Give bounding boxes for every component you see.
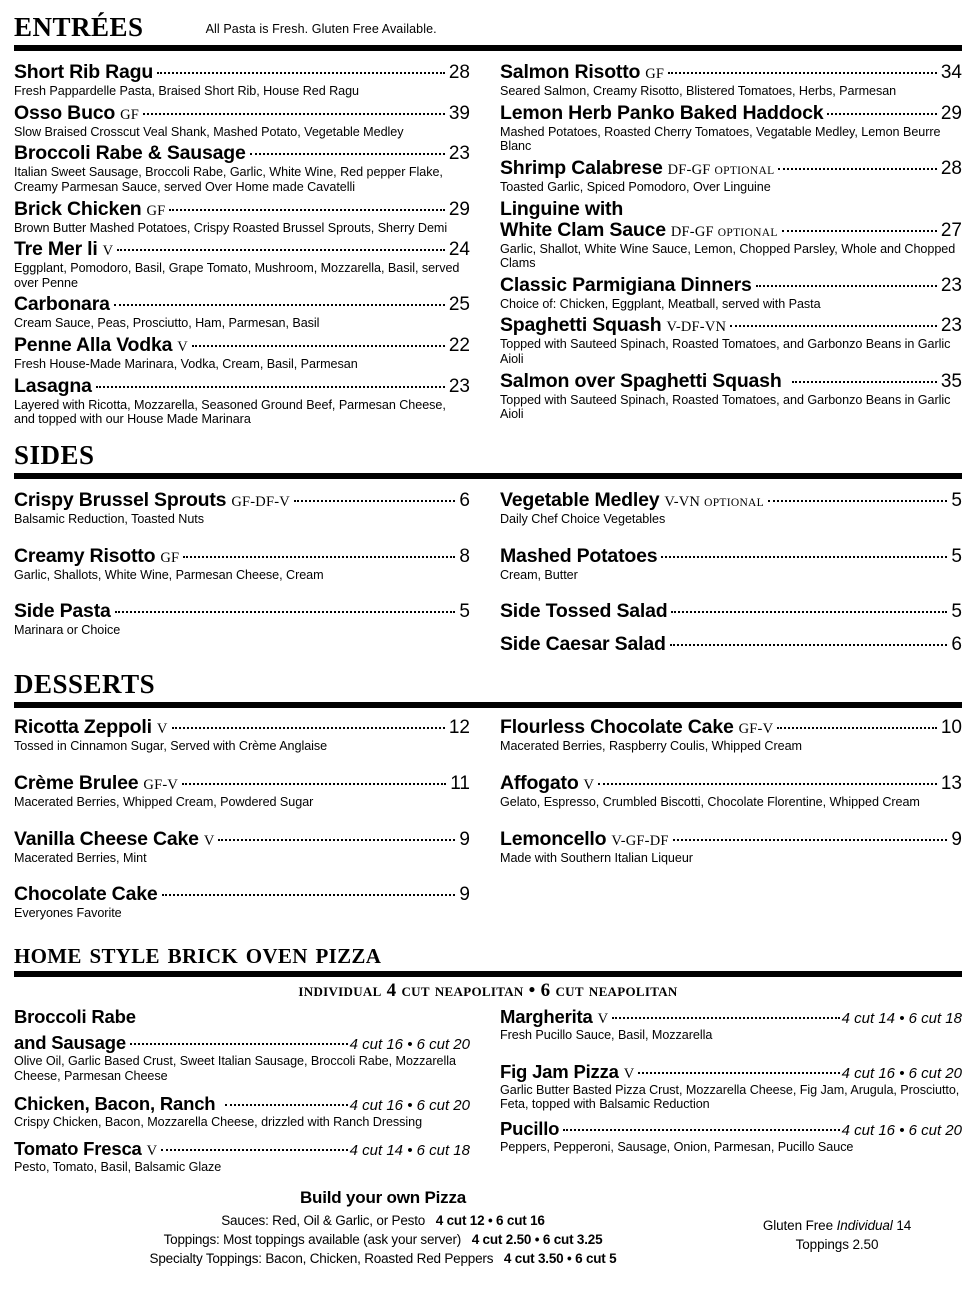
item-description: Mashed Potatoes, Roasted Cherry Tomatoes, Vegatable Medley, Lemon Beurre Blanc (500, 124, 941, 154)
desserts-title: desserts (14, 660, 156, 703)
byo-row-price: 4 cut 2.50 • 6 cut 3.25 (471, 1231, 603, 1247)
menu-item[interactable] (14, 198, 470, 236)
build-your-own-pizza-block (14, 1188, 712, 1268)
menu-item[interactable] (500, 102, 962, 154)
byo-row (54, 1249, 712, 1268)
item-description: Balsamic Reduction, Toasted Nuts (14, 512, 204, 526)
menu-item[interactable] (500, 716, 962, 754)
entrees-note: All Pasta is Fresh. Gluten Free Available. (205, 22, 437, 37)
menu-item[interactable] (500, 600, 962, 623)
byo-row (54, 1211, 712, 1230)
item-name: Lemoncello (500, 827, 607, 850)
menu-item[interactable] (14, 600, 470, 638)
item-name: Vegetable Medley (500, 489, 660, 511)
item-description: Eggplant, Pomodoro, Basil, Grape Tomato, Mushroom, Mozzarella, Basil, served over Penne (14, 261, 460, 290)
item-price: 29 (448, 198, 470, 220)
leader-dots (182, 783, 446, 785)
menu-item[interactable] (14, 238, 470, 290)
gluten-free-block (712, 1188, 962, 1255)
leader-dots (162, 894, 456, 896)
item-price: 4 cut 14 • 6 cut 18 (841, 1010, 962, 1028)
footer (0, 1178, 976, 1268)
item-name: Lasagna (14, 374, 92, 397)
item-description: Slow Braised Crosscut Veal Shank, Mashed Potato, Vegetable Medley (14, 124, 404, 139)
item-description: Toasted Garlic, Spiced Pomodoro, Over Linguine (500, 180, 771, 195)
leader-dots (777, 727, 937, 729)
leader-dots (756, 285, 937, 287)
menu-item[interactable] (14, 61, 470, 99)
leader-dots (161, 1149, 347, 1151)
item-price: 23 (940, 315, 962, 337)
diet-tag: V (102, 243, 114, 260)
byo-row-price: 4 cut 3.50 • 6 cut 5 (503, 1250, 617, 1266)
menu-item[interactable] (500, 198, 962, 271)
pizza-section-header (0, 924, 976, 970)
leader-dots (671, 611, 947, 613)
leader-dots (117, 249, 445, 251)
item-description: Brown Butter Mashed Potatoes, Crispy Roasted Brussel Sprouts, Sherry Demi (14, 220, 448, 235)
desserts-section-header (0, 659, 976, 703)
gluten-free-toppings: Toppings 2.50 (795, 1237, 879, 1253)
item-name: Salmon over Spaghetti Squash (500, 369, 782, 392)
leader-dots (670, 644, 948, 646)
pizza-columns (0, 1004, 976, 1177)
item-name: Side Caesar Salad (500, 633, 666, 656)
menu-item[interactable] (500, 370, 962, 422)
menu-item[interactable] (500, 1006, 962, 1043)
item-name: Creamy Risotto (14, 544, 156, 567)
diet-tag-optional: OPTIONAL (714, 165, 775, 178)
byo-title: Build your own Pizza (299, 1187, 466, 1207)
menu-item[interactable] (500, 61, 962, 99)
diet-tag: V (156, 721, 168, 738)
entrees-columns (0, 51, 976, 430)
gluten-free-label: Gluten Free (762, 1217, 833, 1233)
item-name: Lemon Herb Panko Baked Haddock (500, 101, 824, 124)
item-name: Tre Mer li (14, 238, 98, 261)
diet-tag: GF (120, 106, 140, 123)
item-price: 25 (448, 294, 470, 316)
diet-tag-optional: OPTIONAL (717, 226, 778, 239)
menu-item[interactable] (500, 1118, 962, 1155)
diet-tag-optional: OPTIONAL (704, 497, 764, 509)
diet-tag: GF (146, 202, 166, 219)
diet-tag: DF-GF (670, 223, 714, 240)
item-name: Spaghetti Squash (500, 314, 662, 337)
menu-item[interactable] (14, 102, 470, 140)
desserts-right-column (488, 716, 962, 923)
item-price: 27 (940, 219, 962, 241)
item-name: Side Pasta (14, 600, 111, 623)
leader-dots (792, 381, 937, 383)
diet-tag: GF-DF-V (231, 494, 290, 510)
entrees-right-column (488, 61, 962, 430)
pizza-title: home style brick oven pizza (14, 936, 382, 970)
leader-dots (157, 72, 445, 74)
item-description: Macerated Berries, Whipped Cream, Powdered Sugar (14, 795, 314, 810)
menu-item[interactable] (14, 545, 470, 583)
byo-row-label: Toppings: Most toppings available (ask your server) (163, 1231, 462, 1247)
diet-tag: V (597, 1011, 609, 1028)
item-price: 34 (940, 62, 962, 84)
diet-tag: V (203, 832, 215, 849)
leader-dots (114, 304, 445, 306)
item-description: Macerated Berries, Mint (14, 850, 147, 865)
item-name: Fig Jam Pizza (500, 1060, 619, 1082)
item-price: 4 cut 14 • 6 cut 18 (349, 1142, 470, 1160)
menu-item[interactable] (14, 375, 470, 427)
entrees-left-column (14, 61, 488, 430)
menu-item[interactable] (500, 828, 962, 866)
menu-item[interactable] (14, 142, 470, 194)
pizza-divider (14, 971, 962, 977)
leader-dots (96, 386, 445, 388)
menu-item[interactable] (500, 772, 962, 810)
menu-item[interactable] (14, 334, 470, 372)
menu-item[interactable] (500, 314, 962, 366)
item-price: 39 (448, 102, 470, 124)
item-price: 23 (448, 375, 470, 397)
item-description: Fresh Pappardelle Pasta, Braised Short Rib, House Red Ragu (14, 84, 360, 99)
item-name: Affogato (500, 772, 579, 795)
item-name: Ricotta Zeppoli (14, 716, 152, 739)
menu-item[interactable] (14, 489, 470, 527)
item-description: Seared Salmon, Creamy Risotto, Blistered Tomatoes, Herbs, Parmesan (500, 84, 897, 99)
diet-tag: V (583, 777, 595, 794)
item-price: 28 (940, 158, 962, 180)
menu-item[interactable] (14, 828, 470, 866)
item-price: 5 (951, 545, 962, 567)
item-description: Macerated Berries, Raspberry Coulis, Whipped Cream (500, 739, 802, 754)
item-name: Chocolate Cake (14, 883, 158, 906)
item-name: Shrimp Calabrese (500, 157, 663, 180)
diet-tag: GF (645, 66, 665, 83)
leader-dots (598, 783, 937, 785)
item-price: 35 (940, 370, 962, 392)
item-name: Side Tossed Salad (500, 600, 668, 623)
leader-dots (768, 500, 947, 502)
item-price: 10 (940, 717, 962, 739)
leader-dots (169, 209, 444, 211)
menu-item[interactable] (14, 1138, 470, 1175)
desserts-left-column (14, 716, 488, 923)
item-price: 4 cut 16 • 6 cut 20 (349, 1097, 470, 1115)
item-name: Short Rib Ragu (14, 61, 154, 84)
diet-tag: GF-V (738, 721, 774, 738)
leader-dots (730, 325, 937, 327)
item-name: Osso Buco (14, 101, 116, 124)
item-description: Marinara or Choice (14, 623, 121, 638)
pizza-subtitle: individual 4 cut neapolitan • 6 cut neapolitan (298, 980, 678, 1002)
menu-item[interactable] (14, 883, 470, 921)
item-description: Italian Sweet Sausage, Broccoli Rabe, Garlic, White Wine, Red pepper Flake, Creamy Parmesan Sauce, served Over Home made Cavatelli (14, 165, 443, 195)
item-price: 13 (940, 773, 962, 795)
leader-dots (778, 168, 936, 170)
item-name: Salmon Risotto (500, 61, 641, 84)
item-description: Tossed in Cinnamon Sugar, Served with Crème Anglaise (14, 739, 328, 754)
diet-tag: V-VN (664, 494, 701, 510)
item-price: 5 (951, 490, 962, 511)
sides-title: sides (14, 430, 95, 473)
diet-tag: GF-V (143, 777, 179, 794)
item-name: Flourless Chocolate Cake (500, 716, 734, 739)
item-name: White Clam Sauce (500, 218, 666, 241)
leader-dots (250, 153, 445, 155)
leader-dots (782, 230, 937, 232)
item-name: Penne Alla Vodka (14, 333, 173, 356)
item-description: Everyones Favorite (14, 906, 122, 921)
item-name: Pucillo (500, 1118, 560, 1140)
leader-dots (673, 839, 948, 841)
sides-columns (0, 479, 976, 659)
item-price: 8 (459, 545, 470, 567)
leader-dots (183, 556, 455, 558)
menu-item[interactable] (14, 1093, 470, 1130)
item-name: Crème Brulee (14, 772, 139, 795)
byo-row-label: Specialty Toppings: Bacon, Chicken, Roasted Red Peppers (149, 1250, 494, 1266)
item-price: 9 (459, 828, 470, 850)
leader-dots (638, 1072, 839, 1074)
item-price: 28 (448, 62, 470, 84)
menu-item[interactable] (500, 274, 962, 312)
item-price: 5 (459, 601, 470, 623)
item-description: Gelato, Espresso, Crumbled Biscotti, Chocolate Florentine, Whipped Cream (500, 795, 920, 810)
item-price: 23 (940, 274, 962, 296)
sides-section-header (0, 430, 976, 471)
diet-tag: DF-GF (667, 162, 711, 179)
item-price: 4 cut 16 • 6 cut 20 (841, 1122, 962, 1140)
diet-tag: V (146, 1143, 158, 1160)
item-description: Peppers, Pepperoni, Sausage, Onion, Parmesan, Pucillo Sauce (500, 1140, 854, 1155)
item-description: Choice of: Chicken, Eggplant, Meatball, served with Pasta (500, 296, 821, 311)
item-price: 5 (951, 601, 962, 623)
item-description: Pesto, Tomato, Basil, Balsamic Glaze (14, 1160, 222, 1175)
leader-dots (225, 1104, 347, 1106)
gluten-free-size: Individual (836, 1217, 893, 1233)
item-description: Garlic, Shallot, White Wine Sauce, Lemon, Chopped Parsley, Whole and Chopped Clams (500, 241, 956, 271)
menu-item[interactable] (500, 1061, 962, 1112)
item-name: and Sausage (14, 1032, 126, 1054)
item-price: 9 (459, 884, 470, 906)
item-name: Mashed Potatoes (500, 544, 658, 567)
pizza-right-column (488, 1006, 962, 1177)
item-name: Margherita (500, 1006, 593, 1028)
item-price: 4 cut 16 • 6 cut 20 (841, 1064, 962, 1082)
gluten-free-line (712, 1216, 962, 1236)
menu-item[interactable] (500, 157, 962, 195)
leader-dots (172, 727, 445, 729)
item-price: 12 (448, 717, 470, 739)
item-description: Fresh Pucillo Sauce, Basil, Mozzarella (500, 1028, 713, 1043)
desserts-columns (0, 708, 976, 923)
byo-row-label: Sauces: Red, Oil & Garlic, or Pesto (221, 1212, 426, 1228)
leader-dots (143, 113, 445, 115)
menu-item[interactable] (14, 716, 470, 754)
item-name: Vanilla Cheese Cake (14, 827, 199, 850)
menu-item[interactable] (14, 772, 470, 810)
item-name: Brick Chicken (14, 197, 142, 220)
item-description: Daily Chef Choice Vegetables (500, 512, 666, 526)
leader-dots (130, 1043, 348, 1045)
item-description: Garlic, Shallots, White Wine, Parmesan Cheese, Cream (14, 567, 324, 582)
item-name-prefix: Broccoli Rabe (14, 1006, 136, 1028)
sides-left-column (14, 489, 488, 659)
diet-tag: V-GF-DF (611, 832, 669, 849)
menu-item[interactable] (14, 1006, 470, 1083)
menu-item[interactable] (14, 293, 470, 331)
diet-tag: V-DF-VN (666, 319, 727, 336)
item-price: 9 (951, 828, 962, 850)
item-price: 29 (940, 102, 962, 124)
item-description: Garlic Butter Basted Pizza Crust, Mozzarella Cheese, Fig Jam, Arugula, Prosciutto, Feta, topped with Balsamic Reduction (500, 1082, 960, 1112)
entrees-title: entrées (14, 3, 144, 45)
item-name-prefix: Linguine with (500, 197, 624, 220)
leader-dots (827, 113, 936, 115)
item-price: 6 (459, 490, 470, 511)
gluten-free-price: 14 (896, 1217, 912, 1233)
item-name: Broccoli Rabe & Sausage (14, 142, 246, 165)
item-name: Crispy Brussel Sprouts (14, 489, 227, 511)
menu-item[interactable] (500, 489, 962, 527)
sides-right-column (488, 489, 962, 659)
item-price: 24 (448, 239, 470, 261)
item-name: Tomato Fresca (14, 1138, 142, 1160)
leader-dots (612, 1017, 839, 1019)
leader-dots (218, 839, 455, 841)
item-name: Classic Parmigiana Dinners (500, 273, 752, 296)
diet-tag: GF (160, 549, 180, 566)
diet-tag: V (623, 1065, 635, 1082)
item-description: Crispy Chicken, Bacon, Mozzarella Cheese, drizzled with Ranch Dressing (14, 1115, 423, 1130)
item-name: Chicken, Bacon, Ranch (14, 1093, 216, 1115)
byo-row (54, 1230, 712, 1249)
item-price: 22 (448, 334, 470, 356)
item-description: Cream Sauce, Peas, Prosciutto, Ham, Parmesan, Basil (14, 316, 320, 331)
item-description: Cream, Butter (500, 567, 578, 582)
item-price: 6 (951, 634, 962, 656)
leader-dots (668, 72, 937, 74)
leader-dots (115, 611, 456, 613)
menu-item[interactable] (500, 633, 962, 656)
item-description: Olive Oil, Garlic Based Crust, Sweet Italian Sausage, Broccoli Rabe, Mozzarella Cheese, Parmesan Cheese (14, 1054, 456, 1083)
diet-tag: V (177, 338, 188, 355)
entrees-section-header (0, 0, 976, 43)
item-price: 23 (448, 143, 470, 165)
leader-dots (192, 345, 445, 347)
leader-dots (294, 500, 455, 502)
item-price: 4 cut 16 • 6 cut 20 (349, 1036, 470, 1054)
item-description: Fresh House-Made Marinara, Vodka, Cream, Basil, Parmesan (14, 356, 358, 371)
menu-item[interactable] (500, 545, 962, 583)
leader-dots (563, 1129, 839, 1131)
pizza-left-column (14, 1006, 488, 1177)
item-name: Carbonara (14, 293, 110, 316)
item-description: Made with Southern Italian Liqueur (500, 850, 693, 865)
item-description: Topped with Sauteed Spinach, Roasted Tomatoes, and Garbonzo Beans in Garlic Aioli (500, 337, 951, 366)
byo-row-price: 4 cut 12 • 6 cut 16 (435, 1212, 545, 1228)
item-description: Layered with Ricotta, Mozzarella, Seasoned Ground Beef, Parmesan Cheese, and topped with our House Made Marinara (14, 397, 446, 427)
item-price: 11 (450, 773, 470, 795)
leader-dots (661, 556, 947, 558)
item-description: Topped with Sauteed Spinach, Roasted Tomatoes, and Garbonzo Beans in Garlic Aioli (500, 392, 951, 422)
